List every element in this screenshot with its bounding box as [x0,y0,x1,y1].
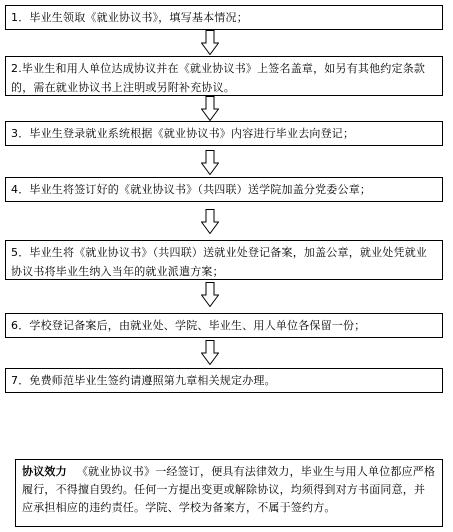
flow-step-5-text: 5．毕业生将《就业协议书》（共四联）送就业处登记备案，加盖公章，就业处凭就业协议书将毕业生纳入当年的就业派遣方案； [11,246,428,278]
flow-step-4 [5,177,443,202]
flow-step-3-text: 3．毕业生登录就业系统根据《就业协议书》内容进行毕业去向登记； [11,127,355,140]
flow-step-2 [5,56,443,96]
agreement-validity-note [15,459,443,527]
flow-step-2-text: 2.毕业生和用人单位达成协议并在《就业协议书》上签名盖章，如另有其他约定条款的，需在就业协议书上注明或另附补充协议。 [11,62,426,94]
note-text: 《就业协议书》一经签订，便具有法律效力，毕业生与用人单位都应严格履行，不得擅自毁约。任何一方提出变更或解除协议，均须得到对方书面同意，并应承担相应的违约责任。学院、学校为备案方，不属于签约方。 [22,465,436,514]
down-arrow-icon [201,96,219,121]
flow-step-5 [5,240,443,280]
note-label: 协议效力 [22,465,67,478]
down-arrow-icon [201,209,219,234]
flow-step-6-text: 6．学校登记备案后，由就业处、学院、毕业生、用人单位各保留一份； [11,319,366,332]
down-arrow-icon [201,282,219,307]
down-arrow-icon [201,150,219,175]
flow-step-7 [5,368,443,393]
flow-step-4-text: 4．毕业生将签订好的《就业协议书》（共四联）送学院加盖分党委公章； [11,183,372,196]
flow-step-7-text: 7．免费师范毕业生签约请遵照第九章相关规定办理。 [11,374,276,387]
down-arrow-icon [201,340,219,365]
flow-step-6 [5,313,443,338]
flow-step-1 [5,5,443,30]
flow-step-1-text: 1．毕业生领取《就业协议书》，填写基本情况； [11,11,248,24]
flow-step-3 [5,121,443,146]
down-arrow-icon [201,30,219,55]
